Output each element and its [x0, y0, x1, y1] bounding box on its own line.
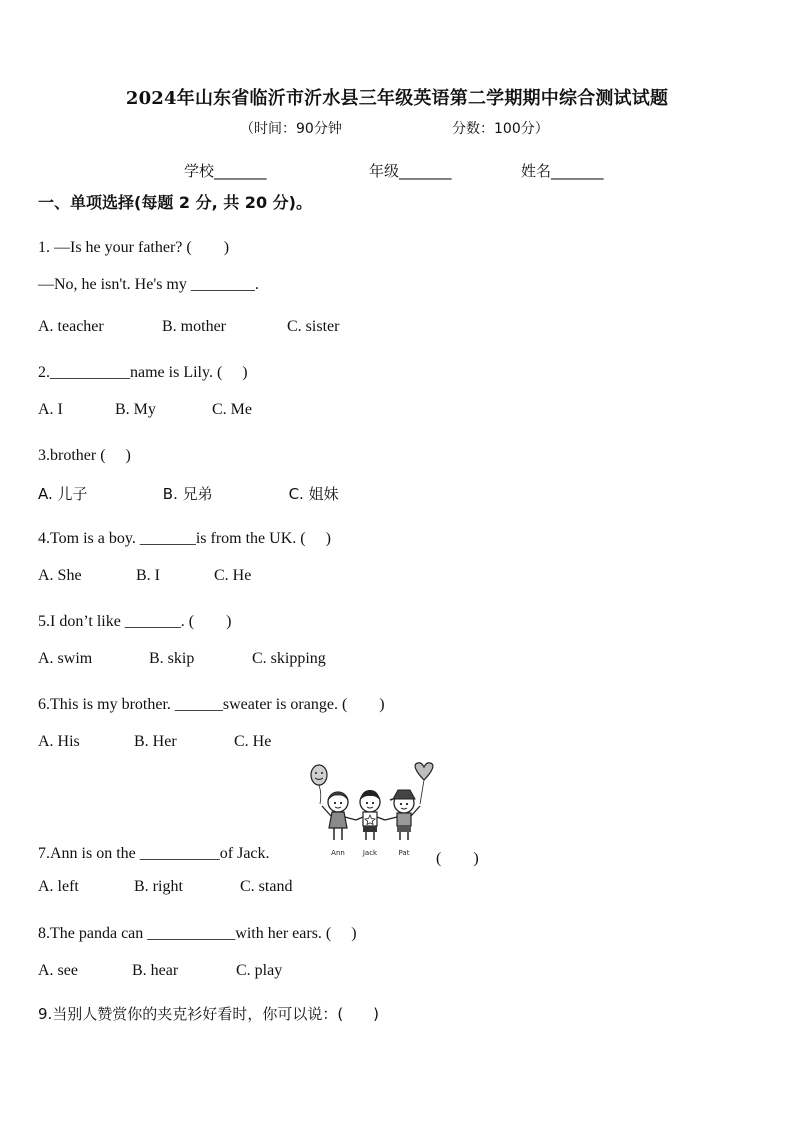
exam-time: （时间：90分钟	[240, 121, 342, 137]
option-c: C. stand	[240, 878, 293, 895]
question-6-stem: 6.This is my brother. ______sweater is orange. ( )	[38, 696, 385, 713]
option-c: C. sister	[287, 318, 340, 335]
question-9-stem: 9.当别人赞赏你的夹克衫好看时，你可以说：( )	[38, 1005, 380, 1023]
option-c: C. play	[236, 962, 283, 979]
option-a: A. see	[38, 962, 78, 979]
grade-field: 年级_______	[369, 162, 452, 180]
option-b: B. Her	[134, 733, 177, 750]
option-b: B. right	[134, 878, 183, 895]
option-c: C. He	[234, 733, 272, 750]
question-7-options	[38, 878, 292, 896]
kids-with-balloons-illustration	[300, 762, 440, 862]
label-jack: Jack	[362, 849, 378, 857]
question-7-paren: ( )	[436, 850, 479, 867]
option-a: A. His	[38, 733, 80, 750]
question-4-options	[38, 567, 251, 585]
question-8-options	[38, 962, 282, 980]
option-a: A. left	[38, 878, 79, 895]
section-title: 一、单项选择(每题 2 分, 共 20 分)。	[38, 193, 312, 212]
option-a: A. She	[38, 567, 82, 584]
option-b: B. My	[115, 401, 156, 418]
option-b: B. mother	[162, 318, 226, 335]
label-ann: Ann	[331, 849, 345, 857]
question-4-stem: 4.Tom is a boy. _______is from the UK. ( )	[38, 530, 331, 547]
question-7-stem: 7.Ann is on the __________of Jack.	[38, 845, 270, 862]
question-2-stem: 2.__________name is Lily. ( )	[38, 364, 248, 381]
option-b: B. I	[136, 567, 160, 584]
question-5-stem: 5.I don’t like _______. ( )	[38, 613, 232, 630]
option-b: B. hear	[132, 962, 179, 979]
label-pat: Pat	[398, 849, 410, 857]
option-a: A. I	[38, 401, 63, 418]
option-c: C. He	[214, 567, 252, 584]
option-b: B. 兄弟	[162, 485, 213, 503]
name-field: 姓名_______	[521, 162, 604, 180]
option-c: C. 姐妹	[288, 485, 339, 503]
exam-score: 分数：100分）	[452, 121, 549, 137]
option-a: A. teacher	[38, 318, 104, 335]
question-5-options	[38, 650, 326, 668]
question-6-options	[38, 733, 271, 751]
exam-title: 2024年山东省临沂市沂水县三年级英语第二学期期中综合测试试题	[125, 88, 669, 109]
question-1-stem: 1. —Is he your father? ( )	[38, 239, 230, 256]
option-c: C. Me	[212, 401, 252, 418]
option-c: C. skipping	[252, 650, 326, 667]
option-a: A. 儿子	[38, 485, 88, 503]
question-3-stem: 3.brother ( )	[38, 447, 131, 464]
option-a: A. swim	[38, 650, 93, 667]
question-3-options	[38, 483, 339, 504]
option-b: B. skip	[149, 650, 195, 667]
question-1-stem-2: —No, he isn't. He's my ________.	[38, 276, 259, 293]
question-8-stem: 8.The panda can ___________with her ears. ( )	[38, 925, 357, 942]
school-field: 学校_______	[184, 162, 267, 180]
question-1-options	[38, 318, 339, 336]
question-2-options	[38, 401, 252, 419]
